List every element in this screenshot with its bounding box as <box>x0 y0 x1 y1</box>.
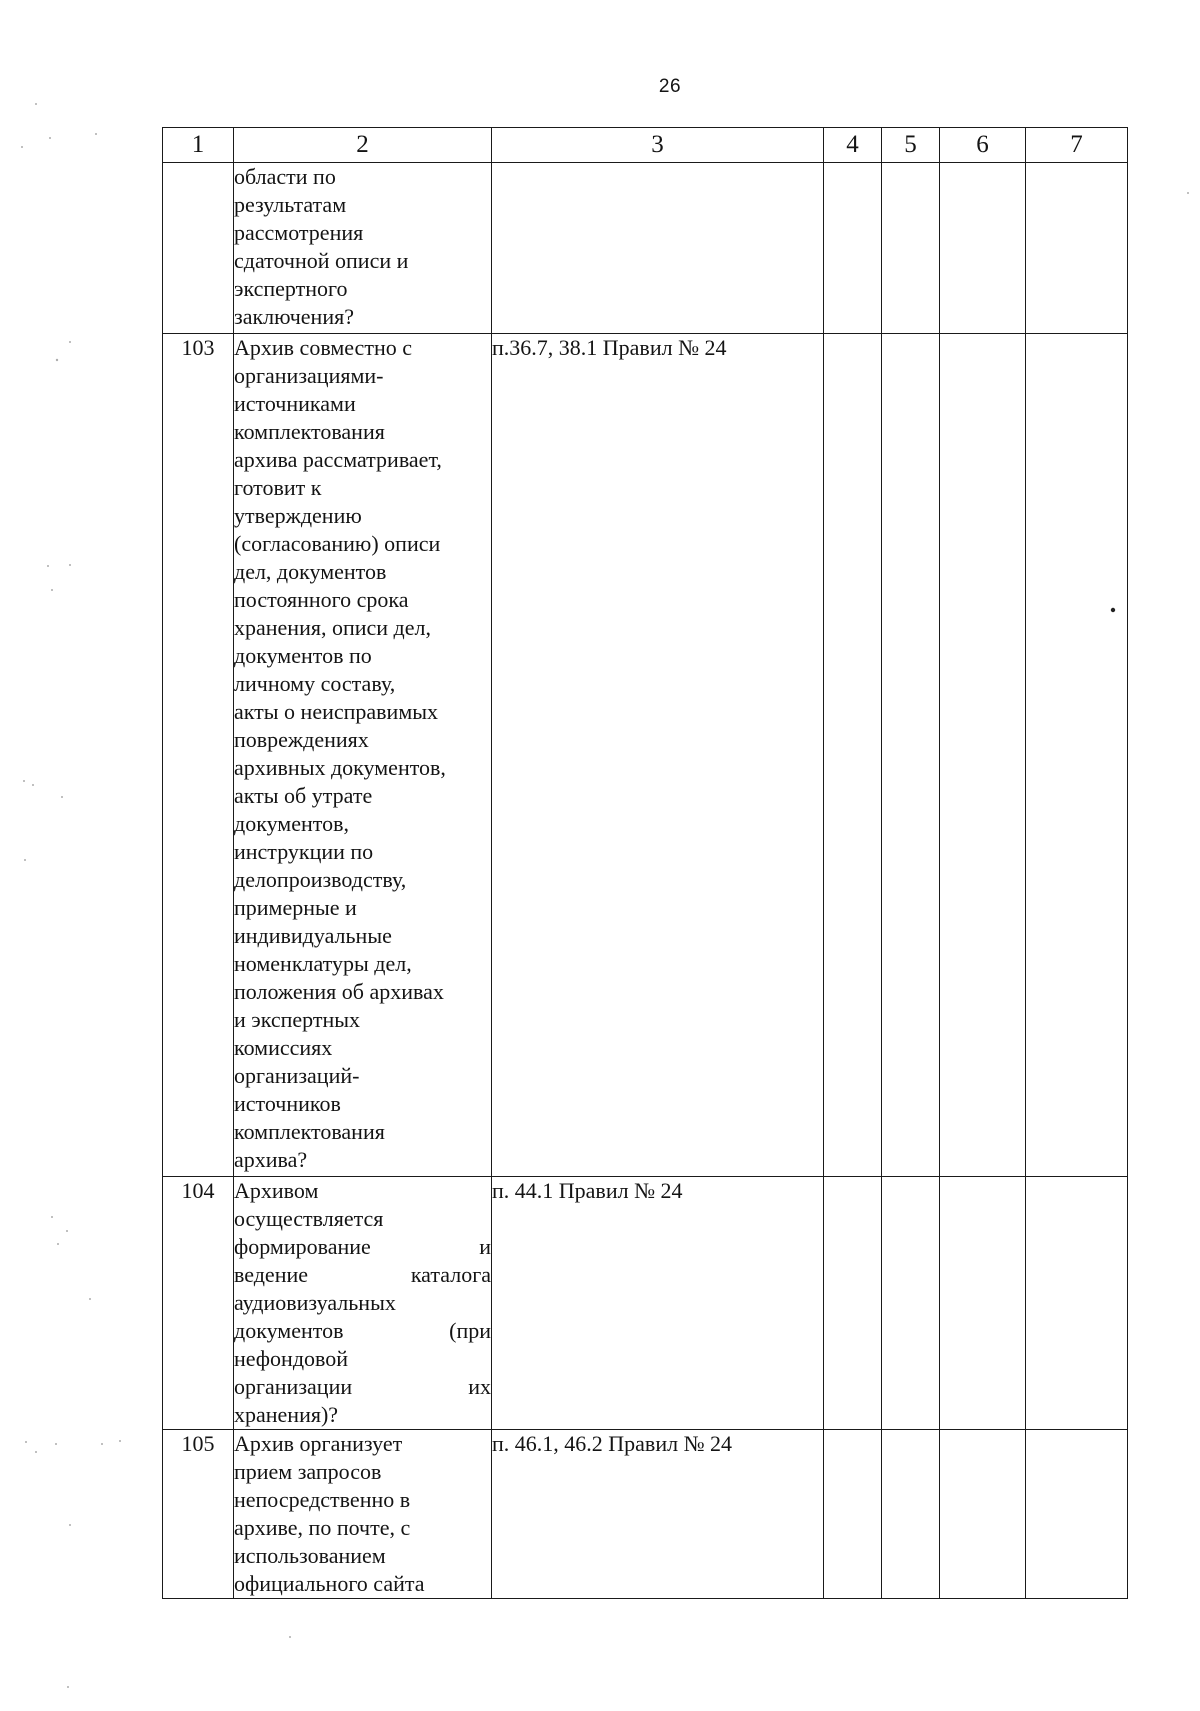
checklist-table <box>162 127 1128 1599</box>
question-cell <box>234 1177 492 1430</box>
column-header-1: 1 <box>163 128 234 163</box>
question-line: акты об утрате <box>234 783 373 808</box>
question-line: хранения, описи дел, <box>234 615 431 640</box>
question-line: делопроизводству, <box>234 867 407 892</box>
mark-cell-col4 <box>824 163 882 334</box>
question-line: документов по <box>234 643 372 668</box>
mark-cell-col6 <box>940 1177 1026 1430</box>
question-cell <box>234 334 492 1177</box>
table-row <box>163 1177 1128 1430</box>
row-number <box>163 163 234 334</box>
question-line: примерные и <box>234 895 357 920</box>
question-line <box>234 1317 491 1345</box>
question-cell <box>234 163 492 334</box>
question-line: использованием <box>234 1543 386 1568</box>
question-line: области по <box>234 164 336 189</box>
question-line: результатам <box>234 192 347 217</box>
question-line: комплектования <box>234 1119 385 1144</box>
column-header-7: 7 <box>1026 128 1128 163</box>
question-line: Архивом <box>234 1178 319 1203</box>
question-line: рассмотрения <box>234 220 364 245</box>
question-line <box>234 1261 491 1289</box>
mark-cell-col7 <box>1026 334 1128 1177</box>
question-word: документов <box>234 1318 344 1343</box>
question-line: личному составу, <box>234 671 396 696</box>
question-line: дел, документов <box>234 559 387 584</box>
question-line: инструкции по <box>234 839 374 864</box>
question-line: (согласованию) описи <box>234 531 441 556</box>
question-line: номенклатуры дел, <box>234 951 412 976</box>
question-line: индивидуальные <box>234 923 392 948</box>
question-line: Архив организует <box>234 1431 403 1456</box>
mark-cell-col5 <box>882 1177 940 1430</box>
question-line <box>234 1373 491 1401</box>
mark-cell-col7 <box>1026 163 1128 334</box>
question-line: постоянного срока <box>234 587 409 612</box>
question-line: утверждению <box>234 503 362 528</box>
question-line: документов, <box>234 811 349 836</box>
question-line: архива? <box>234 1147 308 1172</box>
question-line <box>234 1233 491 1261</box>
mark-cell-col4 <box>824 1177 882 1430</box>
column-header-5: 5 <box>882 128 940 163</box>
question-line: прием запросов <box>234 1459 382 1484</box>
question-line: повреждениях <box>234 727 369 752</box>
question-line: архиве, по почте, с <box>234 1515 411 1540</box>
question-word: их <box>468 1374 491 1399</box>
question-line: организаций- <box>234 1063 360 1088</box>
question-line: акты о неисправимых <box>234 699 439 724</box>
question-line: комиссиях <box>234 1035 333 1060</box>
reference-cell: п. 44.1 Правил № 24 <box>492 1177 824 1430</box>
question-line: источников <box>234 1091 341 1116</box>
row-number: 104 <box>163 1177 234 1430</box>
question-line: и экспертных <box>234 1007 361 1032</box>
question-word: ведение <box>234 1262 309 1287</box>
question-line: заключения? <box>234 304 354 329</box>
question-cell <box>234 1430 492 1599</box>
question-word: формирование <box>234 1234 371 1259</box>
question-line: Архив совместно с <box>234 335 412 360</box>
reference-cell: п.36.7, 38.1 Правил № 24 <box>492 334 824 1177</box>
question-line: непосредственно в <box>234 1487 411 1512</box>
mark-cell-col5 <box>882 334 940 1177</box>
reference-cell <box>492 163 824 334</box>
question-word: каталога <box>410 1262 491 1287</box>
question-line: архивных документов, <box>234 755 446 780</box>
row-number: 103 <box>163 334 234 1177</box>
question-line: экспертного <box>234 276 348 301</box>
table-row <box>163 163 1128 334</box>
mark-cell-col6 <box>940 1430 1026 1599</box>
column-header-6: 6 <box>940 128 1026 163</box>
column-header-4: 4 <box>824 128 882 163</box>
question-word: организации <box>234 1374 353 1399</box>
question-line: осуществляется <box>234 1206 384 1231</box>
mark-cell-col7 <box>1026 1177 1128 1430</box>
question-word: и <box>479 1234 491 1259</box>
mark-cell-col6 <box>940 334 1026 1177</box>
page-number: 26 <box>658 76 682 97</box>
question-line: сдаточной описи и <box>234 248 409 273</box>
mark-cell-col4 <box>824 1430 882 1599</box>
mark-cell-col5 <box>882 1430 940 1599</box>
question-word: (при <box>449 1318 491 1343</box>
mark-cell-col6 <box>940 163 1026 334</box>
mark-cell-col7 <box>1026 1430 1128 1599</box>
question-line: нефондовой <box>234 1346 349 1371</box>
question-line: хранения)? <box>234 1402 339 1427</box>
question-line: положения об архивах <box>234 979 444 1004</box>
mark-cell-col5 <box>882 163 940 334</box>
table-row <box>163 1430 1128 1599</box>
question-line: комплектования <box>234 419 385 444</box>
table-row <box>163 334 1128 1177</box>
question-line: архива рассматривает, <box>234 447 442 472</box>
table-header-row <box>163 128 1128 163</box>
column-header-3: 3 <box>492 128 824 163</box>
mark-cell-col4 <box>824 334 882 1177</box>
question-line: источниками <box>234 391 356 416</box>
reference-cell: п. 46.1, 46.2 Правил № 24 <box>492 1430 824 1599</box>
column-header-2: 2 <box>234 128 492 163</box>
question-line: готовит к <box>234 475 322 500</box>
row-number: 105 <box>163 1430 234 1599</box>
question-line: аудиовизуальных <box>234 1290 396 1315</box>
question-line: официального сайта <box>234 1571 425 1596</box>
question-line: организациями- <box>234 363 384 388</box>
